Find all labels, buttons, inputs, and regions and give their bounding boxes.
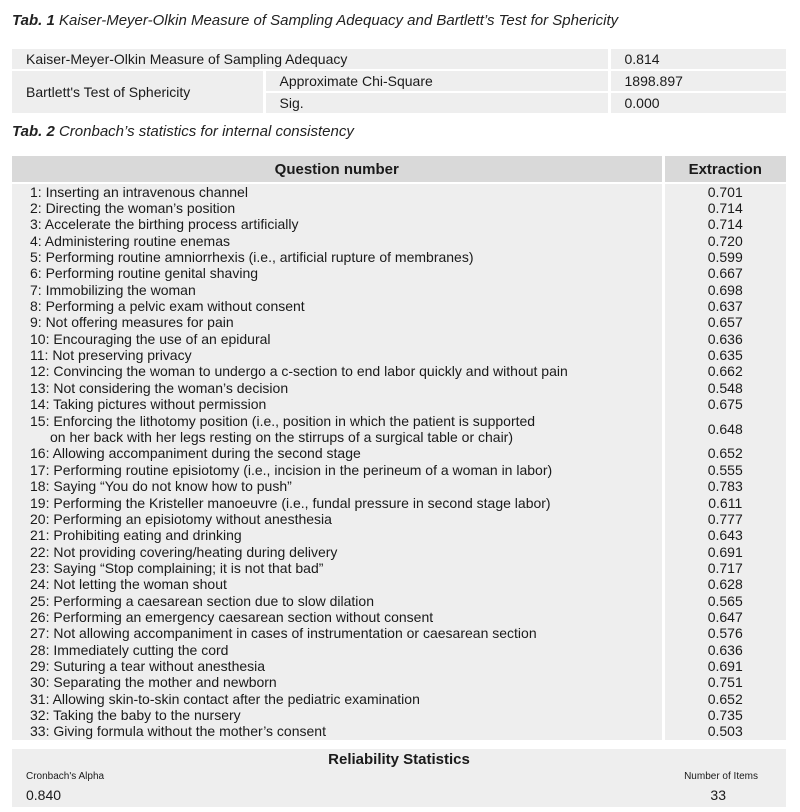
table-row bbox=[12, 462, 786, 478]
question-text: 2: Directing the woman’s position bbox=[30, 200, 236, 217]
question-text: 15: Enforcing the lithotomy position (i.e., position in which the patient is supported bbox=[30, 413, 536, 430]
extraction-value: 0.717 bbox=[663, 560, 786, 576]
table1-caption-label: Tab. 1 bbox=[12, 12, 55, 29]
cronbach-table-body bbox=[12, 183, 786, 740]
table-row bbox=[12, 446, 786, 462]
cronbach-alpha-value: 0.840 bbox=[26, 787, 62, 803]
question-cell bbox=[12, 593, 663, 609]
question-text: 23: Saying “Stop complaining; it is not that bad” bbox=[30, 559, 324, 576]
kmo-bartlett-table bbox=[12, 49, 786, 113]
table2-caption-label: Tab. 2 bbox=[12, 123, 55, 140]
question-cell bbox=[12, 626, 663, 642]
table-row bbox=[12, 495, 786, 511]
question-cell bbox=[12, 462, 663, 478]
column-header-question: Question number bbox=[12, 156, 663, 183]
extraction-value: 0.691 bbox=[663, 544, 786, 560]
question-text: 21: Prohibiting eating and drinking bbox=[30, 527, 242, 544]
cronbach-alpha-label: Cronbach's Alpha bbox=[26, 771, 105, 782]
table-row bbox=[12, 217, 786, 233]
extraction-value: 0.667 bbox=[663, 266, 786, 282]
table-row bbox=[12, 347, 786, 363]
question-cell bbox=[12, 380, 663, 396]
question-text: 26: Performing an emergency caesarean section without consent bbox=[30, 608, 434, 625]
question-text: 3: Accelerate the birthing process artificially bbox=[30, 216, 299, 233]
table-row bbox=[12, 658, 786, 674]
extraction-value: 0.635 bbox=[663, 347, 786, 363]
question-cell bbox=[12, 544, 663, 560]
question-cell bbox=[12, 364, 663, 380]
table-row bbox=[12, 200, 786, 216]
table-row bbox=[12, 331, 786, 347]
extraction-value: 0.662 bbox=[663, 364, 786, 380]
question-cell bbox=[12, 315, 663, 331]
extraction-value: 0.647 bbox=[663, 609, 786, 625]
sig-value: 0.000 bbox=[609, 92, 786, 113]
question-text: 22: Not providing covering/heating during delivery bbox=[30, 543, 338, 560]
question-text: 28: Immediately cutting the cord bbox=[30, 641, 229, 658]
cronbach-table bbox=[12, 156, 786, 740]
question-cell bbox=[12, 413, 663, 446]
question-cell bbox=[12, 249, 663, 265]
extraction-value: 0.657 bbox=[663, 315, 786, 331]
question-text-continued: on her back with her legs resting on the stirrups of a surgical table or chair) bbox=[50, 429, 514, 446]
question-text: 11: Not preserving privacy bbox=[30, 347, 192, 364]
question-cell bbox=[12, 266, 663, 282]
table-row bbox=[12, 691, 786, 707]
extraction-value: 0.555 bbox=[663, 462, 786, 478]
question-text: 6: Performing routine genital shaving bbox=[30, 265, 259, 282]
table-row bbox=[12, 724, 786, 740]
extraction-value: 0.628 bbox=[663, 577, 786, 593]
table-row bbox=[12, 282, 786, 298]
extraction-value: 0.565 bbox=[663, 593, 786, 609]
question-text: 9: Not offering measures for pain bbox=[30, 314, 234, 331]
extraction-value: 0.548 bbox=[663, 380, 786, 396]
question-text: 7: Immobilizing the woman bbox=[30, 281, 196, 298]
table2-caption-text: Cronbach’s statistics for internal consistency bbox=[58, 123, 354, 140]
extraction-value: 0.652 bbox=[663, 446, 786, 462]
question-text: 24: Not letting the woman shout bbox=[30, 576, 227, 593]
table2-caption bbox=[12, 123, 354, 140]
question-cell bbox=[12, 183, 663, 200]
question-text: 27: Not allowing accompaniment in cases of instrumentation or caesarean section bbox=[30, 625, 537, 642]
extraction-value: 0.714 bbox=[663, 217, 786, 233]
question-cell bbox=[12, 642, 663, 658]
table1-caption bbox=[12, 12, 618, 29]
question-cell bbox=[12, 528, 663, 544]
question-cell bbox=[12, 233, 663, 249]
extraction-value: 0.735 bbox=[663, 707, 786, 723]
extraction-value: 0.777 bbox=[663, 511, 786, 527]
question-text: 1: Inserting an intravenous channel bbox=[30, 183, 248, 200]
question-cell bbox=[12, 217, 663, 233]
table-row bbox=[12, 642, 786, 658]
question-text: 31: Allowing skin-to-skin contact after the pediatric examination bbox=[30, 690, 420, 707]
question-cell bbox=[12, 396, 663, 412]
table-row bbox=[12, 380, 786, 396]
question-cell bbox=[12, 707, 663, 723]
extraction-value: 0.643 bbox=[663, 528, 786, 544]
extraction-value: 0.698 bbox=[663, 282, 786, 298]
extraction-value: 0.503 bbox=[663, 724, 786, 740]
question-text: 8: Performing a pelvic exam without consent bbox=[30, 298, 305, 315]
table-row bbox=[12, 249, 786, 265]
table-row bbox=[12, 609, 786, 625]
question-text: 17: Performing routine episiotomy (i.e., incision in the perineum of a woman in labor) bbox=[30, 461, 553, 478]
question-cell bbox=[12, 347, 663, 363]
extraction-value: 0.636 bbox=[663, 642, 786, 658]
extraction-value: 0.701 bbox=[663, 183, 786, 200]
question-cell bbox=[12, 577, 663, 593]
question-text: 10: Encouraging the use of an epidural bbox=[30, 330, 271, 347]
question-cell bbox=[12, 200, 663, 216]
question-cell bbox=[12, 331, 663, 347]
sig-label: Sig. bbox=[264, 92, 609, 113]
question-cell bbox=[12, 298, 663, 314]
question-text: 19: Performing the Kristeller manoeuvre (i.e., fundal pressure in second stage labor) bbox=[30, 494, 551, 511]
table-row bbox=[12, 266, 786, 282]
extraction-value: 0.576 bbox=[663, 626, 786, 642]
table-row bbox=[12, 183, 786, 200]
extraction-value: 0.751 bbox=[663, 675, 786, 691]
chi-square-label: Approximate Chi-Square bbox=[264, 70, 609, 92]
question-text: 29: Suturing a tear without anesthesia bbox=[30, 657, 266, 674]
table1-caption-text: Kaiser-Meyer-Olkin Measure of Sampling Adequacy and Bartlett’s Test for Sphericity bbox=[58, 12, 619, 29]
extraction-value: 0.636 bbox=[663, 331, 786, 347]
question-text: 25: Performing a caesarean section due to slow dilation bbox=[30, 592, 374, 609]
question-text: 4: Administering routine enemas bbox=[30, 232, 230, 249]
extraction-value: 0.637 bbox=[663, 298, 786, 314]
question-text: 12: Convincing the woman to undergo a c-section to end labor quickly and without pain bbox=[30, 363, 568, 380]
chi-square-value: 1898.897 bbox=[609, 70, 786, 92]
question-cell bbox=[12, 609, 663, 625]
question-cell bbox=[12, 282, 663, 298]
question-text: 5: Performing routine amniorrhexis (i.e., artificial rupture of membranes) bbox=[30, 249, 474, 266]
question-cell bbox=[12, 675, 663, 691]
column-header-extraction: Extraction bbox=[663, 156, 786, 183]
table-row bbox=[12, 626, 786, 642]
extraction-value: 0.648 bbox=[663, 413, 786, 446]
kmo-value: 0.814 bbox=[609, 49, 786, 70]
kmo-label: Kaiser-Meyer-Olkin Measure of Sampling Adequacy bbox=[12, 49, 609, 70]
question-cell bbox=[12, 511, 663, 527]
table-row bbox=[12, 413, 786, 446]
table-row bbox=[12, 396, 786, 412]
table-row bbox=[12, 577, 786, 593]
question-text: 33: Giving formula without the mother’s consent bbox=[30, 723, 326, 740]
table-row bbox=[12, 364, 786, 380]
table-row bbox=[12, 560, 786, 576]
table-row bbox=[12, 511, 786, 527]
question-cell bbox=[12, 446, 663, 462]
extraction-value: 0.652 bbox=[663, 691, 786, 707]
table-row bbox=[12, 70, 786, 92]
question-cell bbox=[12, 479, 663, 495]
question-cell bbox=[12, 495, 663, 511]
extraction-value: 0.675 bbox=[663, 396, 786, 412]
extraction-value: 0.720 bbox=[663, 233, 786, 249]
question-cell bbox=[12, 691, 663, 707]
number-of-items-value: 33 bbox=[710, 787, 726, 803]
question-cell bbox=[12, 724, 663, 740]
question-text: 20: Performing an episiotomy without anesthesia bbox=[30, 510, 332, 527]
question-cell bbox=[12, 560, 663, 576]
question-text: 14: Taking pictures without permission bbox=[30, 396, 267, 413]
question-text: 13: Not considering the woman’s decision bbox=[30, 379, 289, 396]
question-cell bbox=[12, 658, 663, 674]
table-row bbox=[12, 707, 786, 723]
table-row bbox=[12, 233, 786, 249]
table-header-row bbox=[12, 156, 786, 183]
reliability-title: Reliability Statistics bbox=[328, 751, 470, 768]
bartlett-label: Bartlett's Test of Sphericity bbox=[12, 70, 264, 113]
extraction-value: 0.783 bbox=[663, 479, 786, 495]
question-text: 18: Saying “You do not know how to push” bbox=[30, 478, 292, 495]
question-text: 32: Taking the baby to the nursery bbox=[30, 706, 241, 723]
question-text: 16: Allowing accompaniment during the second stage bbox=[30, 445, 361, 462]
question-text: 30: Separating the mother and newborn bbox=[30, 674, 277, 691]
table-row bbox=[12, 479, 786, 495]
reliability-statistics bbox=[12, 749, 786, 807]
table-row bbox=[12, 544, 786, 560]
extraction-value: 0.691 bbox=[663, 658, 786, 674]
table-row bbox=[12, 528, 786, 544]
table-row bbox=[12, 315, 786, 331]
extraction-value: 0.714 bbox=[663, 200, 786, 216]
extraction-value: 0.611 bbox=[663, 495, 786, 511]
table-row bbox=[12, 298, 786, 314]
extraction-value: 0.599 bbox=[663, 249, 786, 265]
table-row bbox=[12, 675, 786, 691]
table-row bbox=[12, 49, 786, 70]
number-of-items-label: Number of Items bbox=[684, 771, 758, 782]
table-row bbox=[12, 593, 786, 609]
